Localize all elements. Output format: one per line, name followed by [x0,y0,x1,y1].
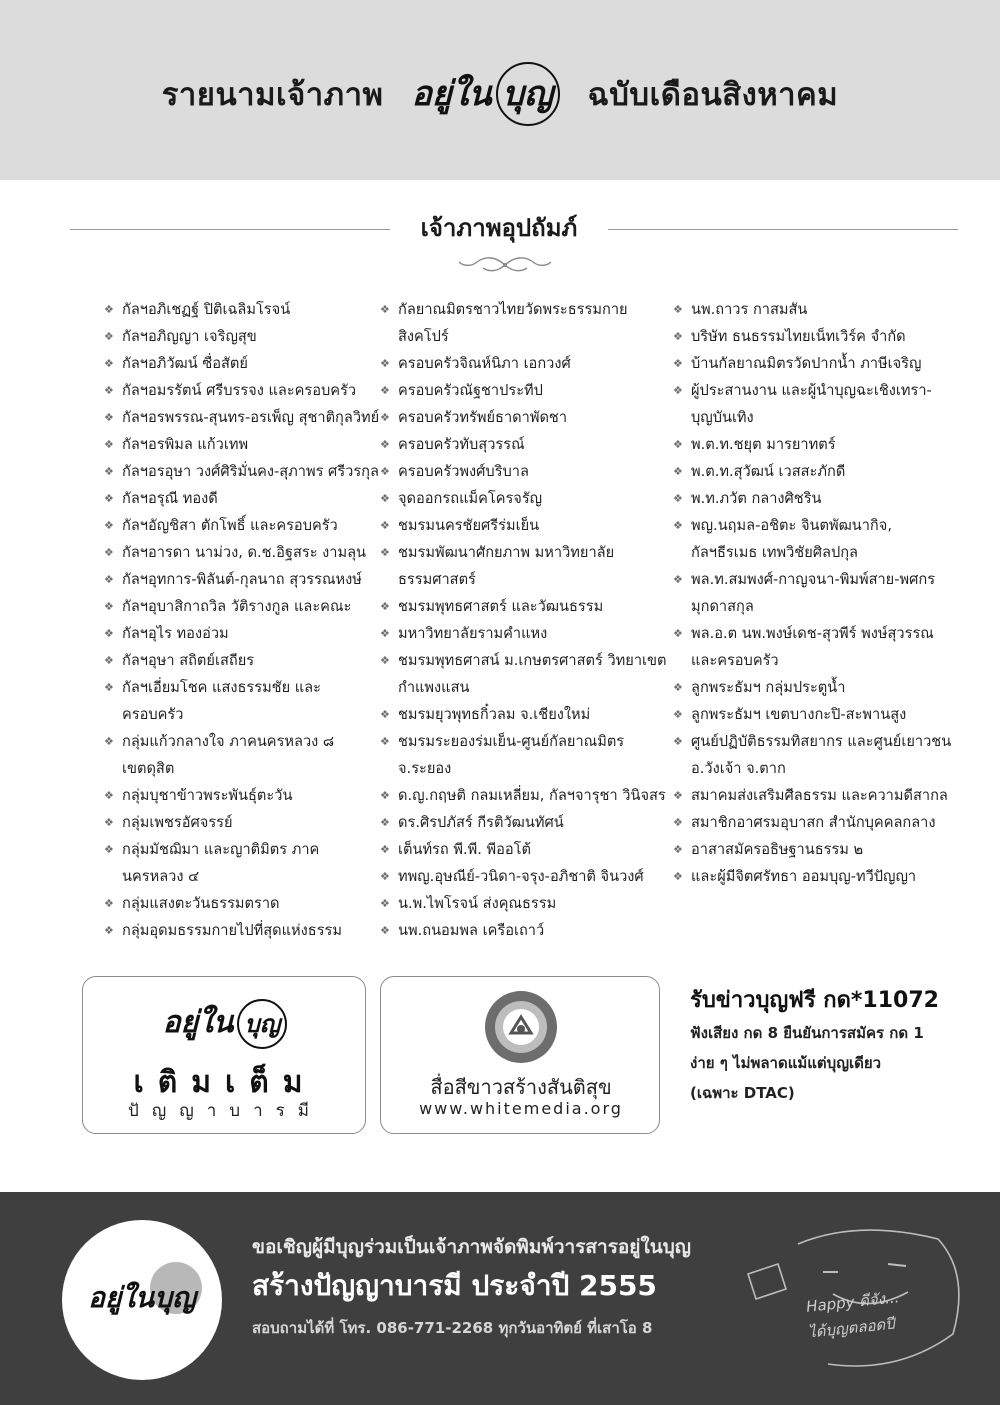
sponsor-item [104,566,380,593]
sponsor-name: บ้านกัลยาณมิตรวัดปากน้ำ ภาษีเจริญ [691,355,922,372]
sponsor-name: ผู้ประสานงาน และผู้นำบุญฉะเชิงเทรา- บุญบันเทิง [691,382,932,426]
bullet-diamond-icon: ❖ [673,789,683,802]
bullet-diamond-icon: ❖ [673,843,683,856]
bullet-diamond-icon: ❖ [104,411,114,424]
sponsor-name: กลุ่มอุดมธรรมกายไปที่สุดแห่งธรรม [122,922,343,939]
magazine-logo [405,62,565,126]
bullet-diamond-icon: ❖ [380,357,390,370]
bullet-diamond-icon: ❖ [380,519,390,532]
sponsor-item [104,458,380,485]
bullet-diamond-icon: ❖ [104,897,114,910]
sponsor-item [104,377,380,404]
section-title: เจ้าภาพอุปถัมภ์ [420,214,578,242]
bullet-diamond-icon: ❖ [673,519,683,532]
bullet-diamond-icon: ❖ [104,330,114,343]
sponsor-name: มหาวิทยาลัยรามคำแหง [398,625,548,642]
sponsor-name: ทพญ.อุษณีย์-วนิดา-จรุง-อภิชาติ จินวงศ์ [398,868,644,885]
bullet-diamond-icon: ❖ [673,492,683,505]
sponsor-item [380,485,670,512]
whitemedia-seal-icon [483,989,559,1065]
sponsor-name: กัลฯอรุณี ทองดี [122,490,218,507]
sponsor-item [104,836,380,890]
sponsor-name: ชมรมพุทธศาสน์ ม.เกษตรศาสตร์ วิทยาเขต กำแพงแสน [398,652,667,696]
magazine-logo-text: อยู่ใน [411,74,492,114]
sponsor-name: กัลฯอภิวัฒน์ ซื่อสัตย์ [122,355,248,372]
sponsor-name: ชมรมนครชัยศรีร่มเย็น [398,517,540,534]
bullet-diamond-icon: ❖ [380,600,390,613]
bullet-diamond-icon: ❖ [104,681,114,694]
sponsor-name: กัลฯอภิญญา เจริญสุข [122,328,257,345]
footer-banner [0,1192,1000,1405]
sponsor-item [380,863,670,890]
sponsor-item [380,620,670,647]
sponsor-name: กัลฯอุษา สถิตย์เสถียร [122,652,255,669]
sms-title: รับข่าวบุญฟรี กด*11072 [690,988,939,1013]
bullet-diamond-icon: ❖ [673,384,683,397]
sponsor-name: พล.อ.ต นพ.พงษ์เดช-สุวพีร์ พงษ์สุวรรณ และครอบครัว [691,625,934,669]
promo-logo-text: อยู่ใน [162,1005,234,1040]
sponsor-item [673,620,963,674]
sponsor-item [673,566,963,620]
bullet-diamond-icon: ❖ [104,816,114,829]
sponsor-item [380,836,670,863]
sponsor-item [104,674,380,728]
sponsor-item [380,431,670,458]
bullet-diamond-icon: ❖ [673,330,683,343]
sponsor-item [104,323,380,350]
sponsor-name: กลุ่มเพชรอัศจรรย์ [122,814,233,831]
sponsor-name: กัลฯอุไร ทองอ่วม [122,625,229,642]
sponsor-item [380,404,670,431]
sponsor-name: พล.ท.สมพงศ์-กาญจนา-พิมพ์สาย-พศกร มุกดาสกุล [691,571,936,615]
sponsor-name: ด.ญ.กฤษติ กลมเหลี่ยม, กัลฯจารุชา วินิจสร [398,787,666,804]
bullet-diamond-icon: ❖ [104,924,114,937]
sms-line-1: ฟังเสียง กด 8 ยืนยันการสมัคร กด 1 [690,1024,924,1042]
sponsor-item [673,323,963,350]
sponsor-item [104,512,380,539]
bullet-diamond-icon: ❖ [673,735,683,748]
sponsor-name: กัลฯอัญชิสา ตักโพธิ์ และครอบครัว [122,517,338,534]
sponsor-item [673,485,963,512]
bullet-diamond-icon: ❖ [380,492,390,505]
bullet-diamond-icon: ❖ [104,465,114,478]
sponsor-item [104,809,380,836]
header-title-after: ฉบับเดือนสิงหาคม [587,77,839,113]
sponsor-name: กัลฯอภิเชฏฐ์ ปิติเฉลิมโรจน์ [122,301,291,318]
header-banner [0,0,1000,180]
bullet-diamond-icon: ❖ [104,384,114,397]
bullet-diamond-icon: ❖ [673,357,683,370]
bullet-diamond-icon: ❖ [380,303,390,316]
bullet-diamond-icon: ❖ [104,600,114,613]
sponsor-name: นพ.ถนอมพล เครือเถาว์ [398,922,545,939]
footer-contact: สอบถามได้ที่ โทร. 086-771-2268 ทุกวันอาทิตย์ ที่เสาโอ 8 [252,1319,653,1337]
sponsor-item [673,701,963,728]
sponsor-item [380,350,670,377]
bullet-diamond-icon: ❖ [673,627,683,640]
sponsor-name: สมาชิกอาศรมอุบาสก สำนักบุคคลกลาง [691,814,936,831]
sponsor-item [380,647,670,701]
sponsor-item [380,539,670,593]
sponsor-item [380,593,670,620]
sponsor-item [104,431,380,458]
sponsor-item [104,404,380,431]
bullet-diamond-icon: ❖ [380,411,390,424]
bullet-diamond-icon: ❖ [380,816,390,829]
sponsor-name: ดร.ศิรปภัสร์ กีรติวัฒนทัศน์ [398,814,564,831]
sponsor-item [380,890,670,917]
bullet-diamond-icon: ❖ [104,546,114,559]
bullet-diamond-icon: ❖ [104,519,114,532]
sponsor-item [380,458,670,485]
sponsor-name: กัลฯอรอุษา วงศ์ศิริมั่นคง-สุภาพร ศรีวรกุล [122,463,379,480]
promo-subtitle: ปัญญาบารมี [128,1101,322,1121]
bullet-diamond-icon: ❖ [673,681,683,694]
bullet-diamond-icon: ❖ [104,654,114,667]
sponsor-column-3 [673,296,963,890]
footer-invitation: ขอเชิญผู้มีบุญร่วมเป็นเจ้าภาพจัดพิมพ์วารสารอยู่ในบุญ [252,1236,691,1258]
bullet-diamond-icon: ❖ [104,492,114,505]
sponsor-name: ลูกพระธัมฯ เขตบางกะปิ-สะพานสูง [691,706,907,723]
whitemedia-slogan: สื่อสีขาวสร้างสันติสุข [430,1075,612,1099]
sponsor-name: อาสาสมัครอธิษฐานธรรม ๒ [691,841,864,858]
sponsor-name: พ.ต.ท.ชยุต มารยาทตร์ [691,436,836,453]
sponsor-name: นพ.ถาวร กาสมสัน [691,301,808,318]
sponsor-item [673,296,963,323]
bullet-diamond-icon: ❖ [673,303,683,316]
sponsor-name: กัลฯเอี่ยมโชค แสงธรรมชัย และครอบครัว [122,679,321,723]
footer-logo [62,1220,222,1380]
bullet-diamond-icon: ❖ [380,438,390,451]
sponsor-item [104,782,380,809]
sponsor-name: กลุ่มแก้วกลางใจ ภาคนครหลวง ๘ เขตดุสิต [122,733,335,777]
promo-logo [83,999,367,1049]
sponsor-name: พ.ท.ภวัต กลางศิชริน [691,490,822,507]
sponsor-item [104,539,380,566]
sponsor-name: สมาคมส่งเสริมศีลธรรม และความดีสากล [691,787,948,804]
sponsor-name: กัลฯอมรรัตน์ ศรีบรรจง และครอบครัว [122,382,357,399]
sponsor-item [673,863,963,890]
bullet-diamond-icon: ❖ [104,789,114,802]
magazine-logo-circle: บุญ [496,62,560,126]
sponsor-name: ครอบครัวทับสุวรรณ์ [398,436,525,453]
sponsor-item [380,809,670,836]
sponsor-name: กัลฯอุบาสิกาถวิล วัติรางกูล และคณะ [122,598,352,615]
promo-box-whitemedia [380,976,660,1134]
sponsor-name: ครอบครัวจิณห์นิภา เอกวงศ์ [398,355,571,372]
sponsor-name: พญ.นฤมล-อชิตะ จินตพัฒนากิจ, กัลฯธีรเมธ เทพวิชัยศิลปกุล [691,517,892,561]
sponsor-name: และผู้มีจิตศรัทธา ออมบุญ-ทวีปัญญา [691,868,917,885]
sms-info [690,984,980,1108]
sms-line-2: ง่าย ๆ ไม่พลาดแม้แต่บุญเดียว [690,1054,882,1072]
bullet-diamond-icon: ❖ [104,627,114,640]
sponsor-name: บริษัท ธนธรรมไทยเน็ทเวิร์ค จำกัด [691,328,906,345]
bullet-diamond-icon: ❖ [104,735,114,748]
sponsor-name: ครอบครัวณัฐชาประทีป [398,382,543,399]
sponsor-name: น.พ.ไพโรจน์ ส่งคุณธรรม [398,895,557,912]
sponsor-item [673,836,963,863]
sponsor-name: กลุ่มแสงตะวันธรรมตราด [122,895,280,912]
bullet-diamond-icon: ❖ [380,654,390,667]
promo-title: เติมเต็ม [133,1065,317,1100]
doodle-text-2: ได้บุญตลอดปี [807,1314,896,1342]
sponsor-item [673,809,963,836]
sponsor-name: กัลฯอรพิมล แก้วเทพ [122,436,249,453]
sponsor-item [104,647,380,674]
sponsor-item [380,377,670,404]
bullet-diamond-icon: ❖ [673,870,683,883]
sponsor-item [380,512,670,539]
bullet-diamond-icon: ❖ [673,465,683,478]
sponsor-name: กัลฯอารดา นาม่วง, ด.ช.อิฐสระ งามลุน [122,544,367,561]
sponsor-name: ศูนย์ปฏิบัติธรรมทิสยากร และศูนย์เยาวชน อ.วังเจ้า จ.ตาก [691,733,952,777]
sponsor-name: ครอบครัวพงศ์บริบาล [398,463,529,480]
sponsor-item [673,728,963,782]
sponsor-name: กัลยาณมิตรชาวไทยวัดพระธรรมกายสิงคโปร์ [398,301,628,345]
sponsor-item [673,431,963,458]
bullet-diamond-icon: ❖ [380,789,390,802]
sponsor-list [0,296,1000,939]
sponsor-item [380,296,670,350]
sponsor-item [104,728,380,782]
sms-line-3: (เฉพาะ DTAC) [690,1084,795,1102]
ornament-flourish-icon [455,254,555,276]
sponsor-name: ชมรมยุวพุทธกิ๋วลม จ.เชียงใหม่ [398,706,591,723]
sponsor-name: เต็นท์รถ พี.พี. พีออโต้ [398,841,531,858]
bullet-diamond-icon: ❖ [380,465,390,478]
promo-logo-circle: บุญ [237,999,287,1049]
bullet-diamond-icon: ❖ [673,573,683,586]
bullet-diamond-icon: ❖ [380,870,390,883]
bullet-diamond-icon: ❖ [104,438,114,451]
sponsor-item [380,701,670,728]
footer-logo-text: อยู่ในบุญ [88,1281,196,1314]
sponsor-name: กัลฯอุทการ-พิลันต์-กุลนาถ สุวรรณหงษ์ [122,571,362,588]
header-title [0,62,1000,126]
sponsor-name: ชมรมพุทธศาสตร์ และวัฒนธรรม [398,598,604,615]
sponsor-name: ครอบครัวทรัพย์ธาดาพัดชา [398,409,568,426]
bullet-diamond-icon: ❖ [380,546,390,559]
sponsor-column-1 [104,296,380,944]
divider-right [608,229,958,230]
footer-headline: สร้างปัญญาบารมี ประจำปี 2555 [252,1269,657,1302]
sponsor-name: กัลฯอรพรรณ-สุนทร-อรเพ็ญ สุชาติกุลวิทย์ [122,409,380,426]
bullet-diamond-icon: ❖ [104,303,114,316]
sponsor-name: ชมรมระยองร่มเย็น-ศูนย์กัลยาณมิตร จ.ระยอง [398,733,625,777]
sponsor-column-2 [380,296,670,944]
sponsor-item [104,917,380,944]
sponsor-item [104,296,380,323]
sponsor-item [673,674,963,701]
bullet-diamond-icon: ❖ [673,816,683,829]
bullet-diamond-icon: ❖ [673,708,683,721]
sponsor-name: กลุ่มมัชฌิมา และญาติมิตร ภาคนครหลวง ๔ [122,841,320,885]
sponsor-item [104,890,380,917]
bullet-diamond-icon: ❖ [380,708,390,721]
sponsor-item [104,485,380,512]
sponsor-item [673,782,963,809]
sponsor-item [104,350,380,377]
bullet-diamond-icon: ❖ [380,735,390,748]
bullet-diamond-icon: ❖ [380,384,390,397]
sponsor-name: ชมรมพัฒนาศักยภาพ มหาวิทยาลัย ธรรมศาสตร์ [398,544,615,588]
sponsor-item [380,728,670,782]
bullet-diamond-icon: ❖ [673,438,683,451]
sponsor-name: ลูกพระธัมฯ กลุ่มประตูน้ำ [691,679,846,696]
bullet-diamond-icon: ❖ [380,924,390,937]
bullet-diamond-icon: ❖ [104,843,114,856]
whitemedia-url[interactable]: www.whitemedia.org [419,1099,623,1118]
sponsor-name: จุดออกรถแม็คโครจรัญ [398,490,543,507]
sponsor-name: พ.ต.ท.สุวัฒน์ เวสสะภักดี [691,463,846,480]
section-heading [0,208,1000,248]
bullet-diamond-icon: ❖ [380,627,390,640]
bullet-diamond-icon: ❖ [380,843,390,856]
sponsor-item [380,782,670,809]
sponsor-item [104,620,380,647]
sponsor-item [673,458,963,485]
bullet-diamond-icon: ❖ [380,897,390,910]
header-title-before: รายนามเจ้าภาพ [161,77,384,113]
bullet-diamond-icon: ❖ [104,573,114,586]
doodle-text-1: Happy ดีจัง... [805,1288,901,1316]
sponsor-item [673,512,963,566]
sponsor-item [380,917,670,944]
sponsor-item [673,377,963,431]
promo-box-temtem [82,976,366,1134]
divider-left [70,229,390,230]
sponsor-name: กลุ่มบุชาข้าวพระพันธุ์ตะวัน [122,787,293,804]
sponsor-item [104,593,380,620]
bullet-diamond-icon: ❖ [104,357,114,370]
sponsor-item [673,350,963,377]
